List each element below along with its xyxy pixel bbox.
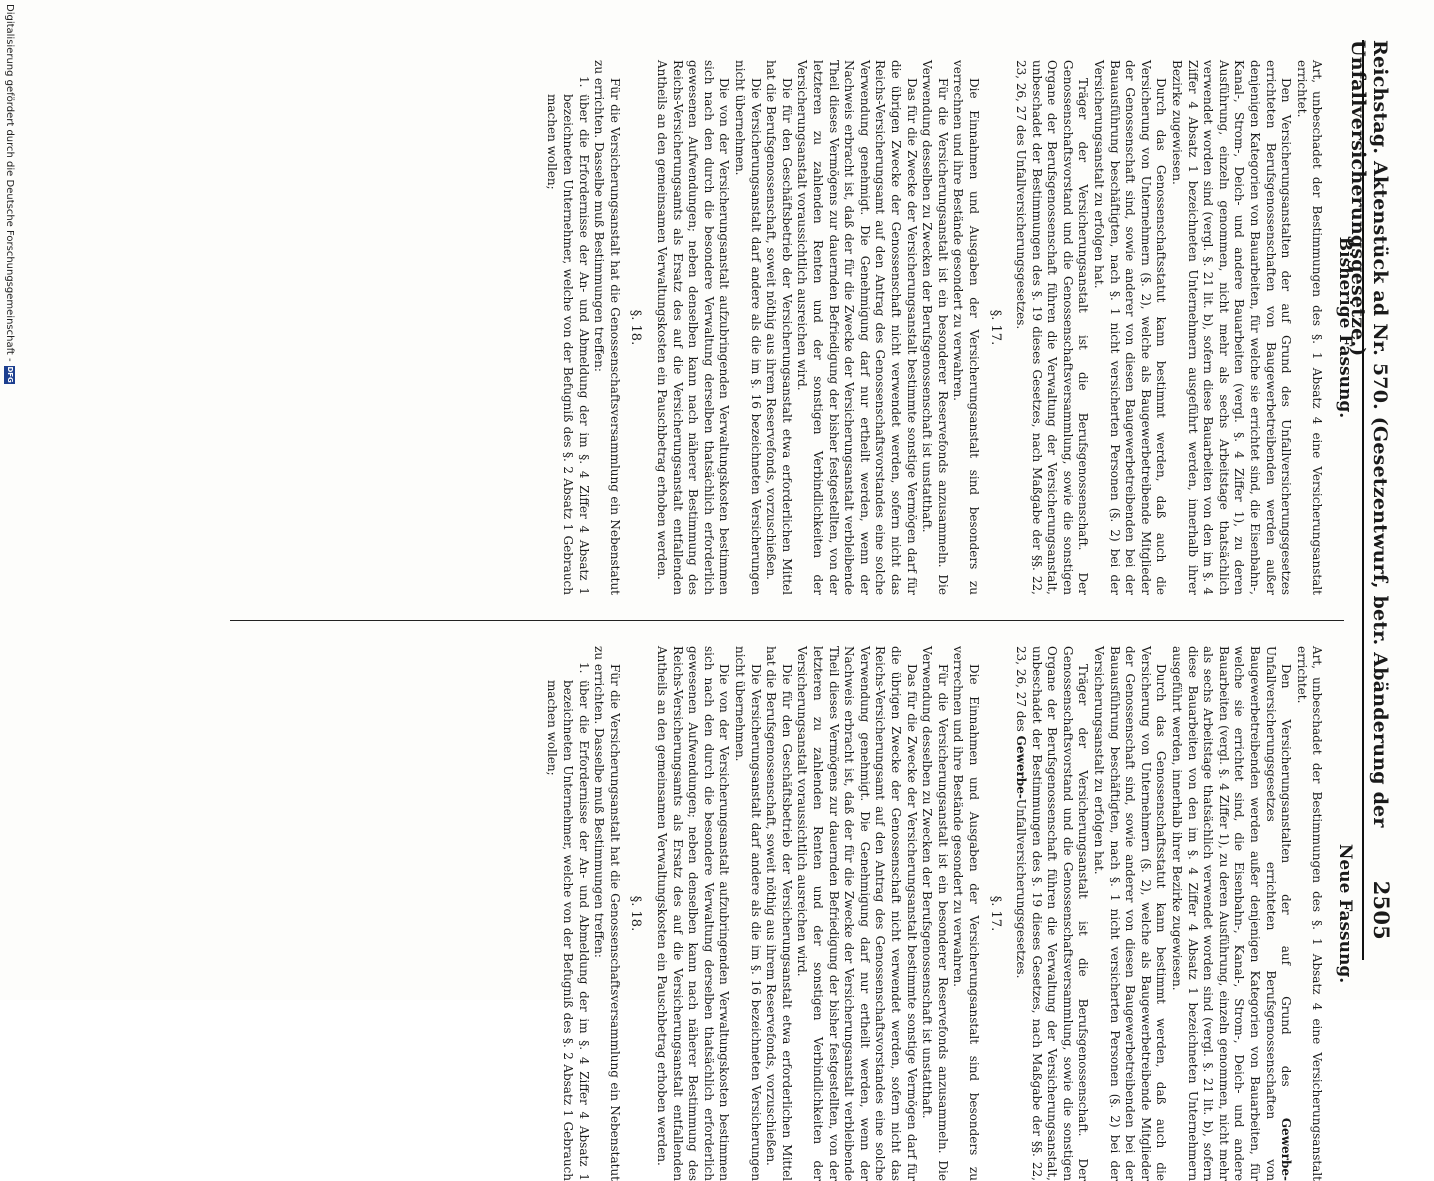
list-item: 1. über die Erfordernisse der An- und Abmeldung der im §. 4 Ziffer 4 Absatz 1 bezeichneten Unternehmer, welche von der Befugniß des §. 2 Absatz 1 Gebrauch machen wollen; xyxy=(545,662,591,1181)
paragraph: Die für den Geschäftsbetrieb der Versicherungsanstalt etwa erforderlichen Mittel hat die Berufsgenossenschaft, soweit nöthig aus ihrem Reservefonds, vorzuschießen. xyxy=(764,60,794,595)
page-number: 2505 xyxy=(1369,880,1394,940)
text-run: Unfallversicherungsgesetzes. xyxy=(1014,798,1029,979)
paragraph: Für die Versicherungsanstalt ist ein besonderer Reservefonds anzusammeln. Die Verwendung desselben zu Zwecken der Berufsgenossenschaft ist unstatthaft. xyxy=(920,646,950,1181)
paragraph: Art, unbeschadet der Bestimmungen des §. 1 Absatz 4 eine Versicherungsanstalt errichtet. xyxy=(1294,646,1325,1181)
header-rule xyxy=(1362,40,1364,960)
header-title: Reichstag. Aktenstück ad Nr. 570. (Gesetzentwurf, betr. Abänderung der Unfallversicherungsgesetze.) xyxy=(1347,40,1391,828)
section-heading-17: §. 17. xyxy=(987,895,1003,932)
emphasis-text: Gewerbe- xyxy=(1279,1117,1294,1181)
credit-text: Digitalisierung gefördert durch die Deutsche Forschungsgemeinschaft - xyxy=(4,4,15,362)
paragraph: Durch das Genossenschaftsstatut kann bestimmt werden, daß auch die Versicherung von Unternehmern (§. 2), welche als Baugewerbetreibende Mitglieder der Genossenschaft sind, sowie anderer von diesen Baugewerbetreibenden bei der Bauausführung beschäftigten, nach §. 1 nicht versicherten Personen (§. 2) bei der Versicherungsanstalt zu erfolgen hat. xyxy=(1092,60,1169,595)
dfg-logo: DFG xyxy=(6,366,14,383)
section-heading-18: §. 18. xyxy=(628,895,644,932)
column-divider xyxy=(230,620,1344,621)
paragraph: Die von der Versicherungsanstalt aufzubringenden Verwaltungskosten bestimmen sich nach den durch die besondere Verwaltung derselben thatsächlich erforderlich gewesenen Aufwendungen; neben denselben kann nach näherer Bestimmung des Reichs-Versicherungsamts als Ersatz des auf die Versicherungsanstalt entfallenden Antheils an den gemeinsamen Verwaltungskosten ein Pauschbetrag erhoben werden. xyxy=(655,646,732,1181)
emphasis-text: Gewerbe- xyxy=(1014,735,1029,799)
text-run: Den Versicherungsanstalten der auf Grund des xyxy=(1279,664,1294,1118)
paragraph: Die für den Geschäftsbetrieb der Versicherungsanstalt etwa erforderlichen Mittel hat die Berufsgenossenschaft, soweit nöthig aus ihrem Reservefonds, vorzuschießen. xyxy=(764,646,794,1181)
paragraph: Die Einnahmen und Ausgaben der Versicherungsanstalt sind besonders zu verrechnen und ihre Bestände gesondert zu verwahren. xyxy=(951,646,981,1181)
digitization-credit xyxy=(4,4,15,384)
text-run: Träger der Versicherungsanstalt ist die Berufsgenossenschaft. Der Genossenschaftsvorstand und die Genossenschaftsversammlung, sowie die sonstigen Organe der Berufsgenossenschaft führen die Verwaltung der Versicherungsanstalt, unbeschadet der Bestimmungen des §. 19 dieses Gesetzes, nach Maßgabe der §§. 22, 23, 26, 27 des xyxy=(1014,646,1091,1181)
paragraph: Die Versicherungsanstalt darf andere als die im §. 16 bezeichneten Versicherungen nicht übernehmen. xyxy=(733,60,763,595)
paragraph: Durch das Genossenschaftsstatut kann bestimmt werden, daß auch die Versicherung von Unternehmern (§. 2), welche als Baugewerbetreibende Mitglieder der Genossenschaft sind, sowie anderer von diesen Baugewerbetreibenden bei der Bauausführung beschäftigten, nach §. 1 nicht versicherten Personen (§. 2) bei der Versicherungsanstalt zu erfolgen hat. xyxy=(1092,646,1169,1181)
paragraph: Die von der Versicherungsanstalt aufzubringenden Verwaltungskosten bestimmen sich nach den durch die besondere Verwaltung derselben thatsächlich erforderlich gewesenen Aufwendungen; neben denselben kann nach näherer Bestimmung des Reichs-Versicherungsamts als Ersatz des auf die Versicherungsanstalt entfallenden Antheils an den gemeinsamen Verwaltungskosten ein Pauschbetrag erhoben werden. xyxy=(655,60,732,595)
column-new-version xyxy=(544,646,1354,1181)
page-header xyxy=(1347,40,1394,940)
column-title-old: Bisherige Fassung. xyxy=(1335,236,1355,419)
paragraph xyxy=(1168,646,1293,1181)
paragraph: Den Versicherungsanstalten der auf Grund des Unfallversicherungsgesetzes errichteten Berufsgenossenschaften von Baugewerbetreibenden werden außer denjenigen Kategorien von Bauarbeiten, für welche sie errichtet sind, die Eisenbahn-, Kanal-, Strom-, Deich- und andere Bauarbeiten (vergl. §. 4 Ziffer 1), zu deren Ausführung, einzeln genommen, nicht mehr als sechs Arbeitstage thatsächlich verwendet worden sind (vergl. §. 21 lit. b), sofern diese Bauarbeiten von den im §. 4 Ziffer 4 Absatz 1 bezeichneten Unternehmern ausgeführt werden, innerhalb ihrer Bezirke zugewiesen. xyxy=(1170,60,1294,595)
section-heading-18: §. 18. xyxy=(628,309,644,346)
paragraph: Das für die Zwecke der Versicherungsanstalt bestimmte sonstige Vermögen darf für die übrigen Zwecke der Genossenschaft nicht verwendet werden, sofern nicht das Reichs-Versicherungsamt auf den Antrag des Genossenschaftsvorstandes eine solche Verwendung genehmigt. Die Genehmigung darf nur ertheilt werden, wenn der Nachweis erbracht ist, daß der für die Zwecke der Versicherungsanstalt verbleibende Theil dieses Vermögens zur dauernden Befriedigung der bisher festgestellten, von der letzteren zu zahlenden Renten und der sonstigen Verbindlichkeiten der Versicherungsanstalt voraussichtlich ausreichen wird. xyxy=(795,60,919,595)
column-title-new: Neue Fassung. xyxy=(1335,843,1355,984)
paragraph: Für die Versicherungsanstalt ist ein besonderer Reservefonds anzusammeln. Die Verwendung desselben zu Zwecken der Berufsgenossenschaft ist unstatthaft. xyxy=(920,60,950,595)
paragraph: Träger der Versicherungsanstalt ist die Berufsgenossenschaft. Der Genossenschaftsvorstand und die Genossenschaftsversammlung, sowie die sonstigen Organe der Berufsgenossenschaft führen die Verwaltung der Versicherungsanstalt, unbeschadet der Bestimmungen des §. 19 dieses Gesetzes, nach Maßgabe der §§. 22, 23, 26, 27 des Unfallversicherungsgesetzes. xyxy=(1014,60,1091,595)
paragraph: Das für die Zwecke der Versicherungsanstalt bestimmte sonstige Vermögen darf für die übrigen Zwecke der Genossenschaft nicht verwendet werden, sofern nicht das Reichs-Versicherungsamt auf den Antrag des Genossenschaftsvorstandes eine solche Verwendung genehmigt. Die Genehmigung darf nur ertheilt werden, wenn der Nachweis erbracht ist, daß der für die Zwecke der Versicherungsanstalt verbleibende Theil dieses Vermögens zur dauernden Befriedigung der bisher festgestellten, von der letzteren zu zahlenden Renten und der sonstigen Verbindlichkeiten der Versicherungsanstalt voraussichtlich ausreichen wird. xyxy=(795,646,919,1181)
paragraph: Die Versicherungsanstalt darf andere als die im §. 16 bezeichneten Versicherungen nicht übernehmen. xyxy=(733,646,763,1181)
list-item: 1. über die Erfordernisse der An- und Abmeldung der im §. 4 Ziffer 4 Absatz 1 bezeichneten Unternehmer, welche von der Befugniß des §. 2 Absatz 1 Gebrauch machen wollen; xyxy=(545,76,591,595)
column-old-version xyxy=(544,60,1354,595)
text-run: Unfallversicherungsgesetzes errichteten Berufsgenossenschaften von Baugewerbetreibenden werden außer denjenigen Kategorien von Bauarbeiten, für welche sie errichtet sind, die Eisenbahn-, Kanal-, Strom-, Deich- und andere Bauarbeiten (vergl. §. 4 Ziffer 1), zu deren Ausführung, einzeln genommen, nicht mehr als sechs Arbeitstage thatsächlich verwendet worden sind (vergl. §. 21 lit. b), sofern diese Bauarbeiten von den im §. 4 Ziffer 4 Absatz 1 bezeichneten Unternehmern ausgeführt werden, innerhalb ihrer Bezirke zugewiesen. xyxy=(1170,646,1278,1181)
paragraph xyxy=(1013,646,1091,1181)
paragraph: Für die Versicherungsanstalt hat die Genossenschaftsversammlung ein Nebenstatut zu errichten. Dasselbe muß Bestimmungen treffen: xyxy=(592,646,622,1181)
paragraph: Für die Versicherungsanstalt hat die Genossenschaftsversammlung ein Nebenstatut zu errichten. Dasselbe muß Bestimmungen treffen: xyxy=(592,60,622,595)
paragraph: Art, unbeschadet der Bestimmungen des §. 1 Absatz 4 eine Versicherungsanstalt errichtet. xyxy=(1294,60,1325,595)
section-heading-17: §. 17. xyxy=(987,309,1003,346)
paragraph: Die Einnahmen und Ausgaben der Versicherungsanstalt sind besonders zu verrechnen und ihre Bestände gesondert zu verwahren. xyxy=(951,60,981,595)
